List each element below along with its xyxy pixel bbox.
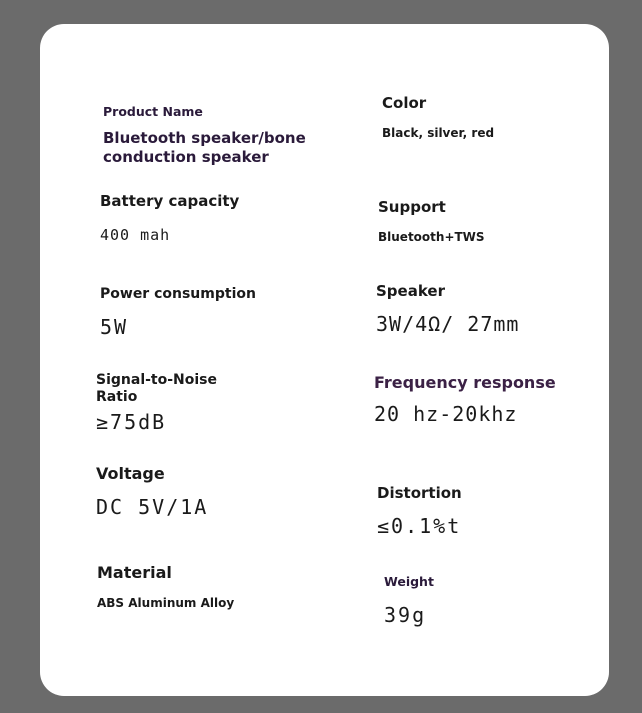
support-value: Bluetooth+TWS: [378, 230, 485, 244]
frequency-response-label: Frequency response: [374, 373, 556, 392]
spec-material: [97, 564, 317, 611]
color-value: Black, silver, red: [382, 126, 495, 140]
speaker-label: Speaker: [376, 282, 445, 300]
spec-weight: [384, 574, 584, 627]
spec-color: [382, 94, 582, 141]
voltage-label: Voltage: [96, 464, 165, 483]
frequency-response-value: 20 hz-20khz: [374, 402, 518, 426]
spec-card: [40, 24, 609, 696]
material-label: Material: [97, 563, 172, 582]
material-value: ABS Aluminum Alloy: [97, 596, 235, 610]
spec-product-name: [103, 104, 323, 167]
spec-snr: [96, 372, 296, 434]
speaker-value: 3W/4Ω/ 27mm: [376, 312, 520, 336]
spec-speaker: [376, 282, 596, 336]
spec-frequency-response: [374, 374, 604, 426]
distortion-label: Distortion: [377, 484, 462, 502]
snr-value: ≥75dB: [96, 410, 167, 434]
product-name-value: Bluetooth speaker/bone conduction speaker: [103, 129, 306, 166]
spec-distortion: [377, 484, 577, 538]
spec-battery-capacity: [100, 192, 320, 244]
weight-label: Weight: [384, 574, 434, 589]
battery-capacity-value: 400 mah: [100, 226, 171, 244]
power-consumption-label: Power consumption: [100, 286, 256, 302]
spec-voltage: [96, 465, 316, 519]
snr-label: Signal-to-Noise Ratio: [96, 372, 218, 405]
weight-value: 39g: [384, 603, 427, 627]
spec-support: [378, 198, 578, 245]
product-name-label: Product Name: [103, 104, 203, 119]
spec-power-consumption: [100, 285, 320, 339]
power-consumption-value: 5W: [100, 315, 129, 339]
battery-capacity-label: Battery capacity: [100, 192, 240, 210]
distortion-value: ≤0.1%t: [377, 514, 462, 538]
voltage-value: DC 5V/1A: [96, 495, 209, 519]
color-label: Color: [382, 94, 427, 112]
support-label: Support: [378, 198, 446, 216]
